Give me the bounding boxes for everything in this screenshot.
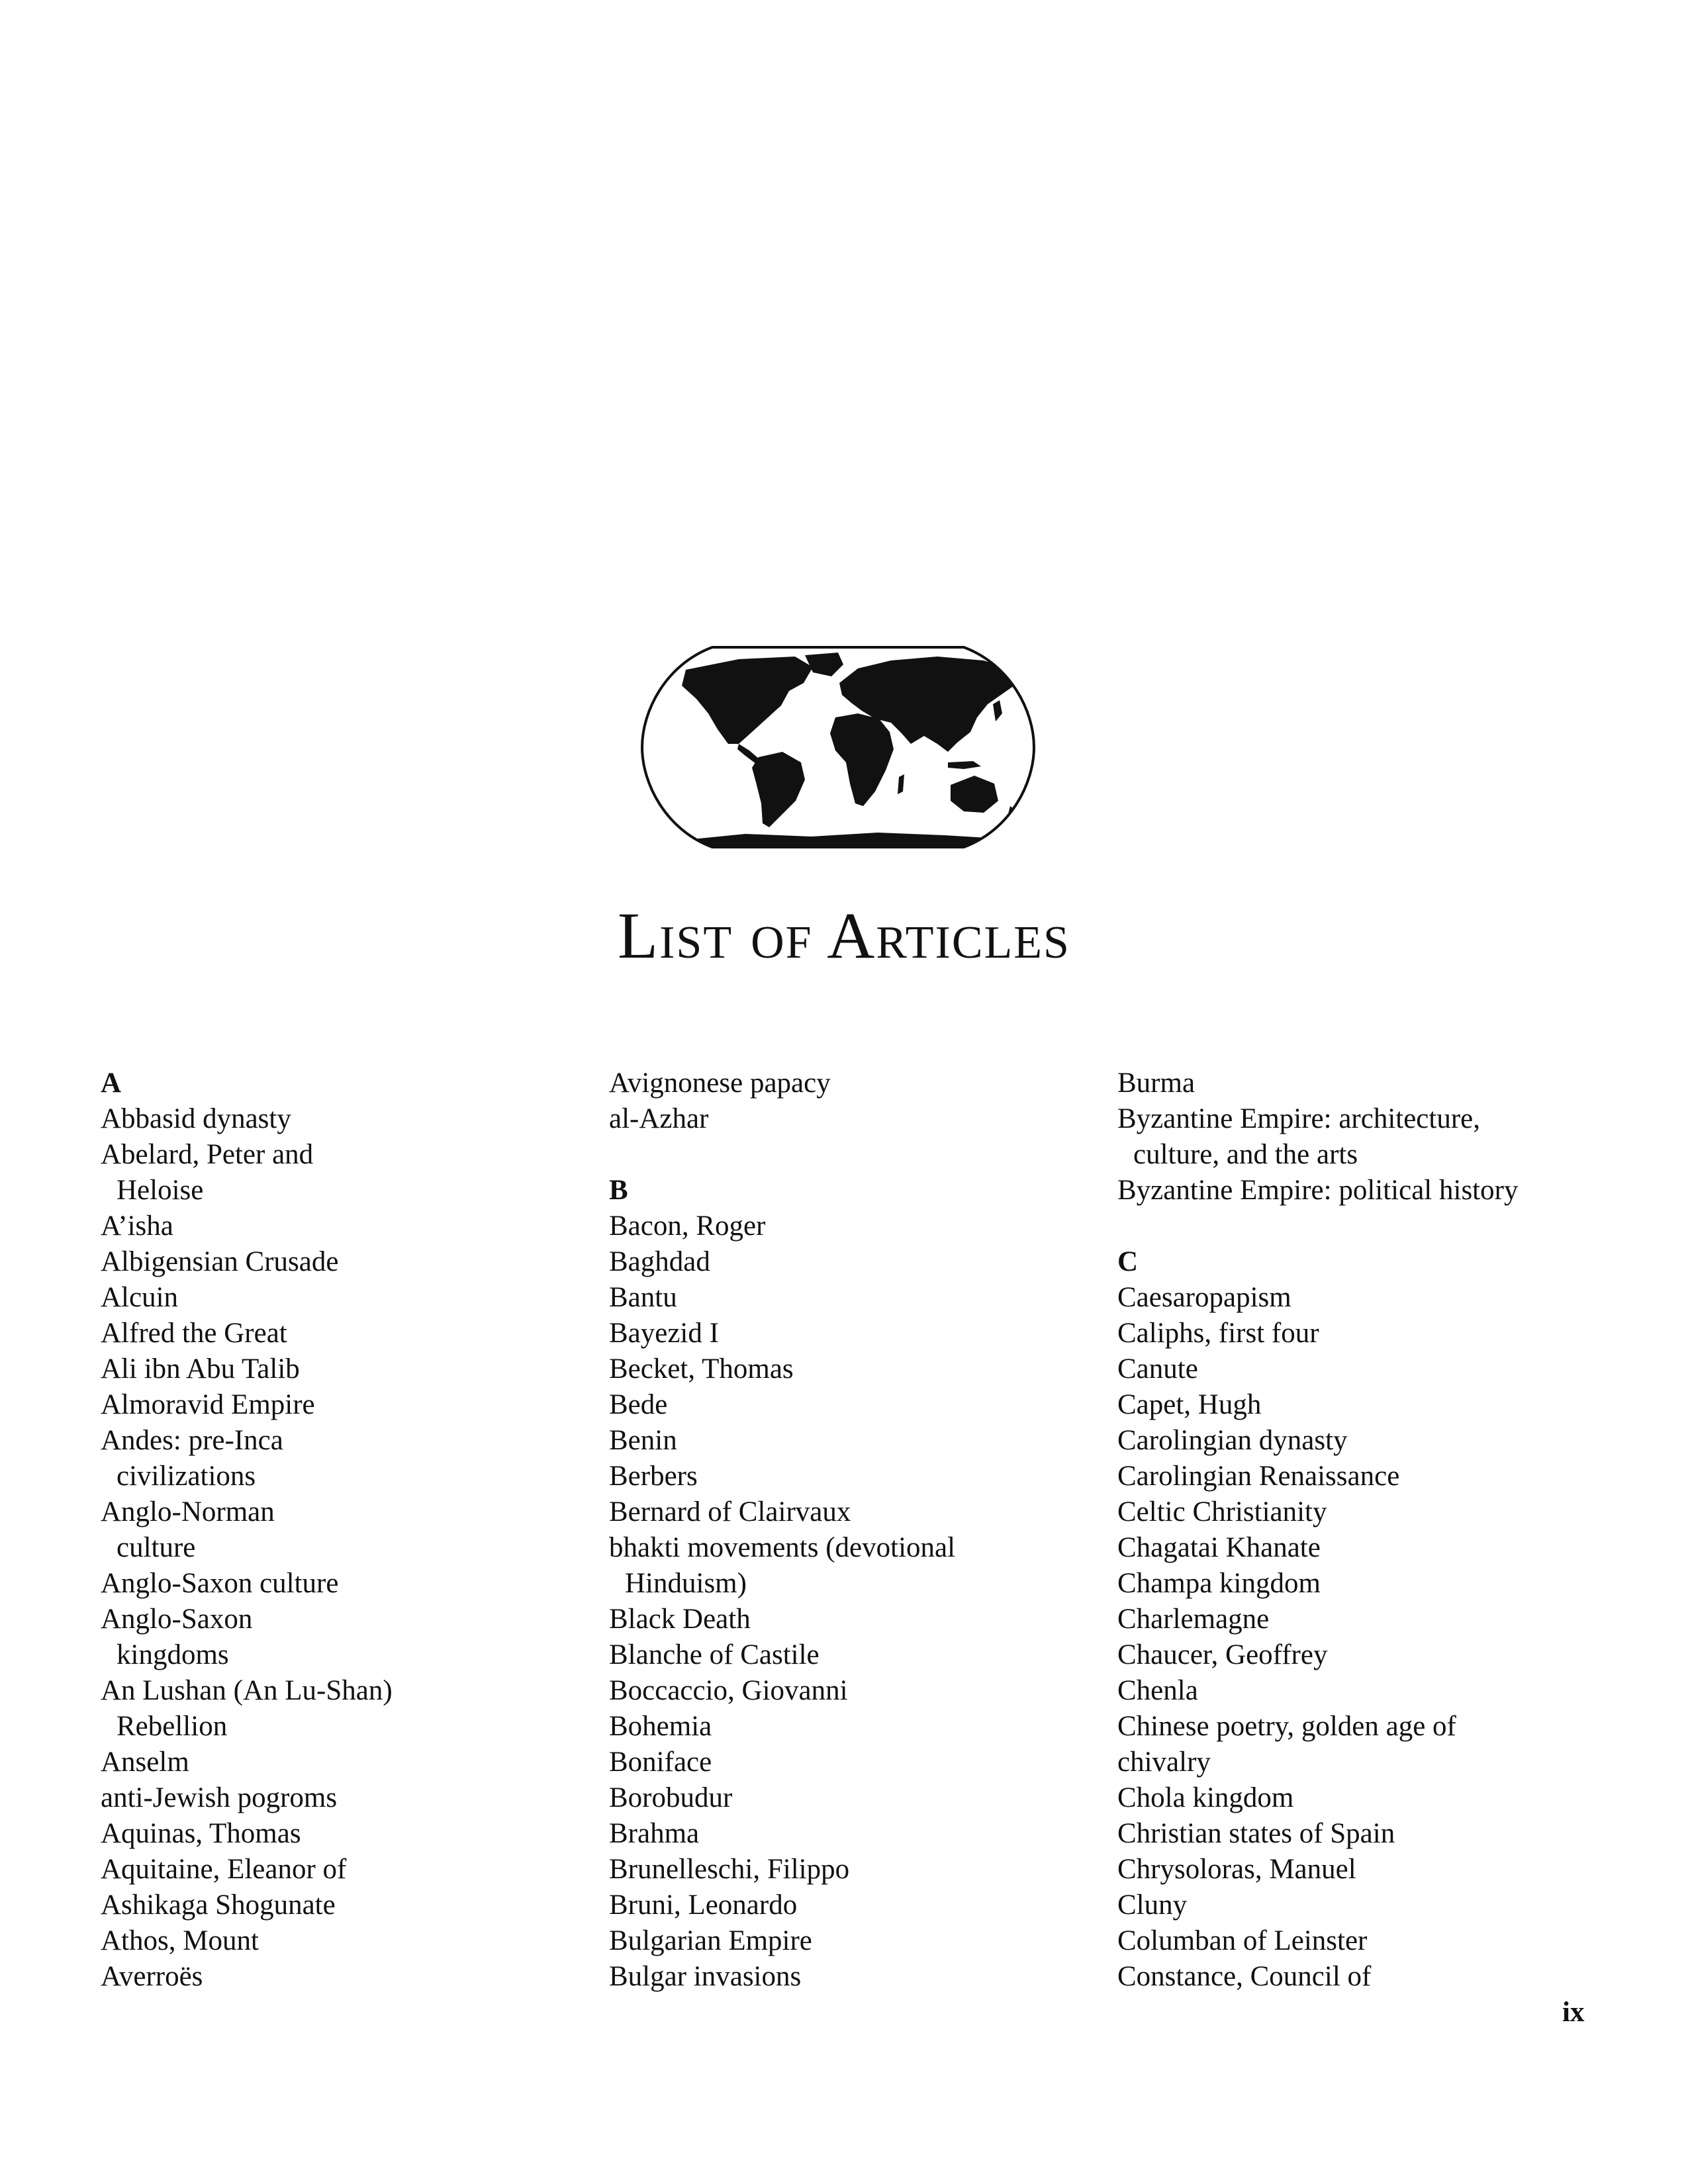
article-entry: Chola kingdom: [1117, 1782, 1294, 1813]
article-entry: Columban of Leinster: [1117, 1925, 1368, 1956]
article-entry: Chinese poetry, golden age of: [1117, 1711, 1456, 1742]
article-entry: Caesaropapism: [1117, 1282, 1291, 1313]
article-entry: chivalry: [1117, 1747, 1211, 1778]
article-entry: Benin: [609, 1425, 677, 1456]
article-entry: Christian states of Spain: [1117, 1818, 1395, 1849]
article-entry: al-Azhar: [609, 1103, 709, 1134]
article-entry: Champa kingdom: [1117, 1568, 1321, 1599]
section-letter: A: [101, 1068, 122, 1099]
article-entry: Constance, Council of: [1117, 1961, 1372, 1992]
article-entry: An Lushan (An Lu-Shan): [101, 1675, 393, 1706]
article-entry: Brunelleschi, Filippo: [609, 1854, 850, 1885]
article-entry: Abelard, Peter and: [101, 1139, 314, 1170]
article-entry: Bulgar invasions: [609, 1961, 802, 1992]
article-entry: Anselm: [101, 1747, 189, 1778]
article-entry: Avignonese papacy: [609, 1068, 831, 1099]
article-entry: Ashikaga Shogunate: [101, 1889, 336, 1921]
article-entry: bhakti movements (devotional: [609, 1532, 956, 1563]
article-entry: Bohemia: [609, 1711, 712, 1742]
article-entry-continuation: culture: [117, 1532, 196, 1563]
article-entry: Cluny: [1117, 1889, 1188, 1921]
article-entry: Celtic Christianity: [1117, 1496, 1327, 1527]
article-entry: Bruni, Leonardo: [609, 1889, 798, 1921]
article-entry: Becket, Thomas: [609, 1353, 794, 1385]
article-entry-continuation: culture, and the arts: [1133, 1139, 1358, 1170]
article-entry: Black Death: [609, 1604, 751, 1635]
article-entry: Bede: [609, 1389, 668, 1420]
article-entry: Anglo-Norman: [101, 1496, 275, 1527]
section-letter: C: [1117, 1246, 1139, 1277]
article-column-1: [101, 1066, 590, 1995]
article-entry: Byzantine Empire: political history: [1117, 1175, 1519, 1206]
article-entry: Bulgarian Empire: [609, 1925, 812, 1956]
article-entry: Almoravid Empire: [101, 1389, 315, 1420]
article-entry: A’isha: [101, 1210, 173, 1242]
article-entry: Bantu: [609, 1282, 677, 1313]
article-entry: Bernard of Clairvaux: [609, 1496, 851, 1527]
article-entry-continuation: Rebellion: [117, 1711, 228, 1742]
article-entry: Anglo-Saxon: [101, 1604, 253, 1635]
article-entry-continuation: Heloise: [117, 1175, 204, 1206]
article-entry: Blanche of Castile: [609, 1639, 820, 1670]
article-column-2: [609, 1066, 1099, 1995]
article-entry: Canute: [1117, 1353, 1198, 1385]
article-entry-continuation: civilizations: [117, 1461, 256, 1492]
article-entry: Abbasid dynasty: [101, 1103, 291, 1134]
article-entry: Ali ibn Abu Talib: [101, 1353, 300, 1385]
article-entry: Baghdad: [609, 1246, 710, 1277]
article-entry: Andes: pre-Inca: [101, 1425, 283, 1456]
article-entry: Berbers: [609, 1461, 698, 1492]
article-entry: Boniface: [609, 1747, 712, 1778]
article-entry: Aquitaine, Eleanor of: [101, 1854, 347, 1885]
article-entry-continuation: Hinduism): [625, 1568, 747, 1599]
article-entry: Averroës: [101, 1961, 203, 1992]
article-column-3: [1117, 1066, 1620, 1995]
article-entry: Chaucer, Geoffrey: [1117, 1639, 1328, 1670]
article-entry: Anglo-Saxon culture: [101, 1568, 339, 1599]
section-letter: B: [609, 1175, 628, 1206]
article-entry: Charlemagne: [1117, 1604, 1270, 1635]
article-entry: Chagatai Khanate: [1117, 1532, 1321, 1563]
article-entry: Bayezid I: [609, 1318, 719, 1349]
article-entry: Carolingian Renaissance: [1117, 1461, 1400, 1492]
article-entry: anti-Jewish pogroms: [101, 1782, 338, 1813]
article-entry-continuation: kingdoms: [117, 1639, 229, 1670]
page-number: ix: [1562, 1997, 1585, 2028]
article-entry: Alcuin: [101, 1282, 179, 1313]
section-gap: [609, 1137, 1099, 1173]
article-entry: Alfred the Great: [101, 1318, 287, 1349]
article-entry: Byzantine Empire: architecture,: [1117, 1103, 1480, 1134]
article-entry: Chrysoloras, Manuel: [1117, 1854, 1356, 1885]
article-entry: Brahma: [609, 1818, 700, 1849]
article-entry: Aquinas, Thomas: [101, 1818, 301, 1849]
article-entry: Bacon, Roger: [609, 1210, 766, 1242]
article-entry: Athos, Mount: [101, 1925, 259, 1956]
article-entry: Burma: [1117, 1068, 1196, 1099]
section-gap: [1117, 1208, 1620, 1244]
article-entry: Borobudur: [609, 1782, 733, 1813]
article-entry: Caliphs, first four: [1117, 1318, 1319, 1349]
world-map-icon: [639, 645, 1037, 850]
article-entry: Carolingian dynasty: [1117, 1425, 1348, 1456]
article-entry: Chenla: [1117, 1675, 1198, 1706]
article-entry: Capet, Hugh: [1117, 1389, 1262, 1420]
article-entry: Albigensian Crusade: [101, 1246, 339, 1277]
page-title: List of Articles: [618, 899, 1070, 972]
article-entry: Boccaccio, Giovanni: [609, 1675, 848, 1706]
